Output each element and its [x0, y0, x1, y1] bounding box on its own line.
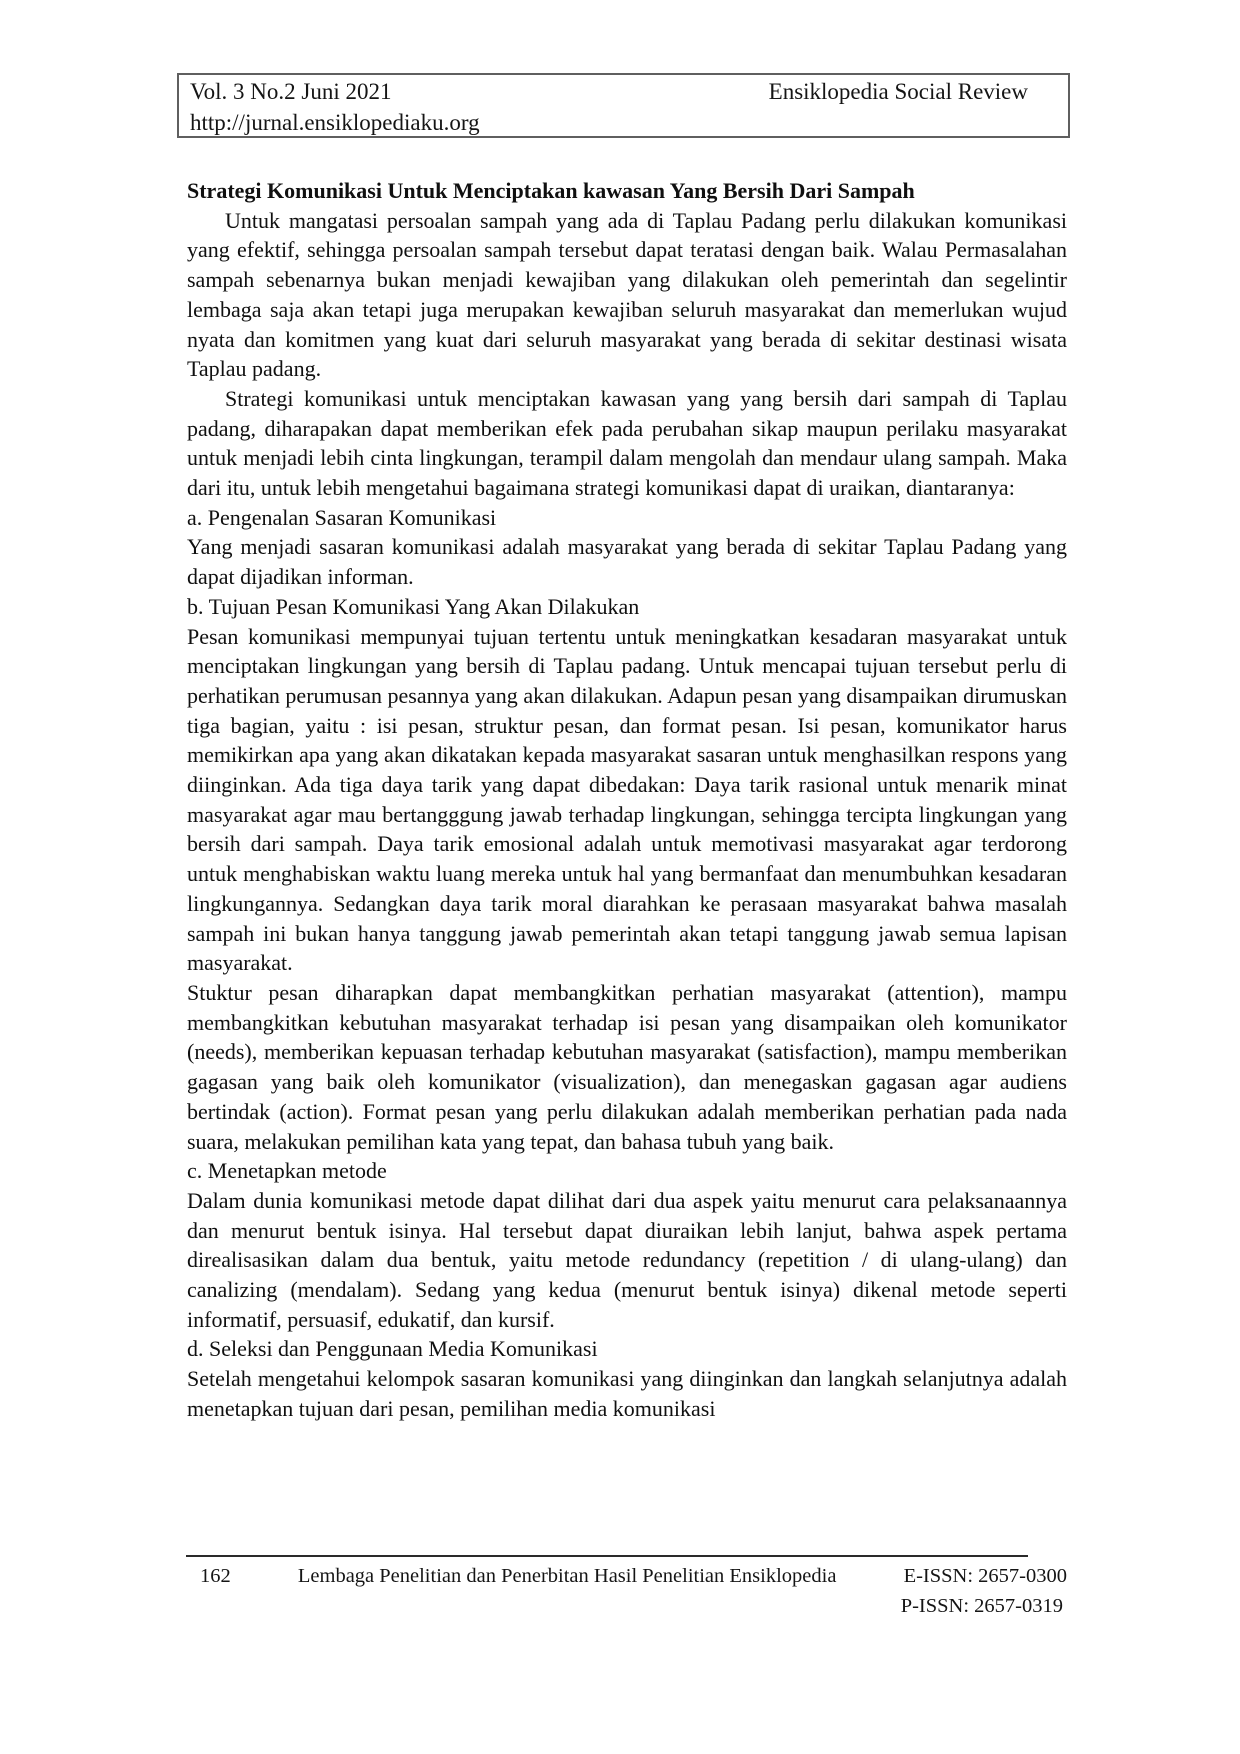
list-item-paragraph: Pesan komunikasi mempunyai tujuan tertentu untuk meningkatkan kesadaran masyarakat untuk menciptakan lingkungan yang bersih di Taplau padang. Untuk mencapai tujuan tersebut perlu di perhatikan perumusan pesannya yang akan dilakukan. Adapun pesan yang disampaikan dirumuskan tiga bagian, yaitu : isi pesan, struktur pesan, dan format pesan. Isi pesan, komunikator harus memikirkan apa yang akan dikatakan kepada masyarakat sasaran untuk menghasilkan respons yang diinginkan. Ada tiga daya tarik yang dapat dibedakan: Daya tarik rasional untuk menarik minat masyarakat agar mau bertangggung jawab terhadap lingkungan, sehingga tercipta lingkungan yang bersih dari sampah. Daya tarik emosional adalah untuk memotivasi masyarakat agar terdorong untuk menghabiskan waktu luang mereka untuk hal yang bermanfaat dan menumbuhkan kesadaran lingkungannya. Sedangkan daya tarik moral diarahkan ke perasaan masyarakat bahwa masalah sampah ini bukan hanya tanggung jawab pemerintah akan tetapi tanggung jawab semua lapisan masyarakat.	[187, 623, 1067, 976]
list-item-heading	[187, 1334, 1067, 1364]
article-section-title: Strategi Komunikasi Untuk Menciptakan kawasan Yang Bersih Dari Sampah	[187, 178, 915, 203]
journal-header-row	[190, 76, 1058, 107]
list-item-title: Menetapkan metode	[207, 1158, 387, 1184]
journal-title: Ensiklopedia Social Review	[768, 79, 1028, 104]
paragraph: Untuk mangatasi persoalan sampah yang ada di Taplau Padang perlu dilakukan komunikasi yang efektif, sehingga persoalan sampah tersebut dapat teratasi dengan baik. Walau Permasalahan sampah sebenarnya bukan menjadi kewajiban yang dilakukan oleh pemerintah dan segelintir lembaga saja akan tetapi juga merupakan kewajiban seluruh masyarakat dan memerlukan wujud nyata dan komitmen yang kuat dari seluruh masyarakat yang berada di sekitar destinasi wisata Taplau padang.	[187, 207, 1067, 382]
article-body	[187, 176, 1067, 1424]
list-item-d	[187, 1334, 1067, 1423]
list-marker: b.	[187, 593, 204, 619]
journal-header-box	[177, 73, 1070, 138]
list-marker: c.	[187, 1158, 203, 1184]
list-item-paragraph: Yang menjadi sasaran komunikasi adalah masyarakat yang berada di sekitar Taplau Padang yang dapat dijadikan informan.	[187, 534, 1067, 590]
page-footer	[187, 1561, 1067, 1591]
footer-rule	[186, 1555, 1028, 1557]
list-marker: d.	[187, 1336, 204, 1362]
list-item-paragraph: Setelah mengetahui kelompok sasaran komunikasi yang diinginkan dan langkah selanjutnya adalah menetapkan tujuan dari pesan, pemilihan media komunikasi	[187, 1366, 1067, 1421]
paragraph: Strategi komunikasi untuk menciptakan kawasan yang yang bersih dari sampah di Taplau padang, diharapakan dapat memberikan efek pada perubahan sikap maupun perilaku masyarakat untuk menjadi lebih cinta lingkungan, terampil dalam mengolah dan mendaur ulang sampah. Maka dari itu, untuk lebih mengetahui bagaimana strategi komunikasi dapat di uraikan, diantaranya:	[187, 385, 1067, 501]
p-issn: P-ISSN: 2657-0319	[900, 1595, 1063, 1617]
list-item-paragraph: Stuktur pesan diharapkan dapat membangkitkan perhatian masyarakat (attention), mampu membangkitkan kebutuhan masyarakat terhadap isi pesan yang disampaikan oleh komunikator (needs), memberikan kepuasan terhadap kebutuhan masyarakat (satisfaction), mampu memberikan gagasan yang baik oleh komunikator (visualization), dan menegaskan gagasan agar audiens bertindak (action). Format pesan yang perlu dilakukan adalah memberikan perhatian pada nada suara, melakukan pemilihan kata yang tepat, dan bahasa tubuh yang baik.	[187, 979, 1067, 1154]
journal-url: http://jurnal.ensiklopediaku.org	[190, 110, 480, 135]
e-issn: E-ISSN: 2657-0300	[903, 1565, 1067, 1587]
list-item-title: Tujuan Pesan Komunikasi Yang Akan Dilakukan	[208, 593, 640, 619]
list-item-b	[187, 592, 1067, 1156]
list-item-c	[187, 1156, 1067, 1334]
list-item-heading	[187, 503, 1067, 533]
list-item-heading	[187, 1156, 1067, 1186]
list-item-heading	[187, 592, 1067, 622]
volume-issue: Vol. 3 No.2 Juni 2021	[190, 79, 392, 104]
list-item-title: Pengenalan Sasaran Komunikasi	[207, 504, 497, 530]
list-item-title: Seleksi dan Penggunaan Media Komunikasi	[209, 1336, 598, 1362]
list-marker: a.	[187, 504, 203, 530]
list-item-a	[187, 503, 1067, 592]
publisher-name: Lembaga Penelitian dan Penerbitan Hasil Penelitian Ensiklopedia	[297, 1565, 837, 1587]
list-item-paragraph: Dalam dunia komunikasi metode dapat dilihat dari dua aspek yaitu menurut cara pelaksanaannya dan menurut bentuk isinya. Hal tersebut dapat diuraikan lebih lanjut, bahwa aspek pertama direalisasikan dalam dua bentuk, yaitu metode redundancy (repetition / di ulang-ulang) dan canalizing (mendalam). Sedang yang kedua (menurut bentuk isinya) dikenal metode seperti informatif, persuasif, edukatif, dan kursif.	[187, 1187, 1067, 1332]
page-number: 162	[200, 1565, 231, 1587]
